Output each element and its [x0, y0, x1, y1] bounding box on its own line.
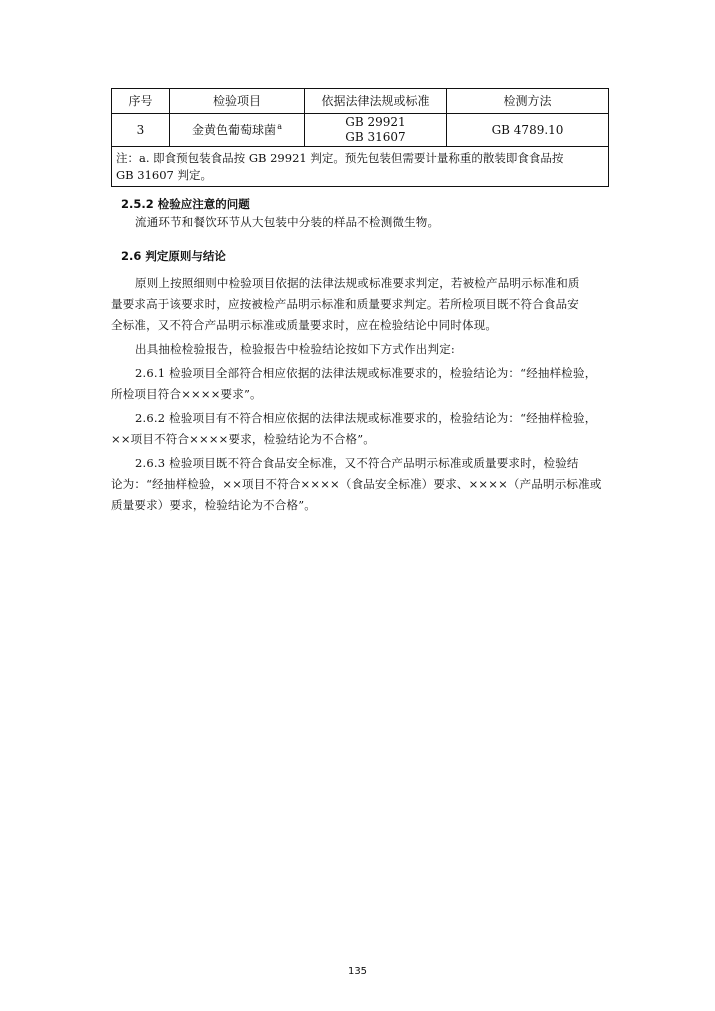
heading-2-5-2: 2.5.2 检验应注意的问题 [121, 197, 250, 211]
header-no: 序号 [112, 89, 170, 114]
cell-item [170, 114, 305, 147]
text-line: 2.6.2 检验项目有不符合相应依据的法律法规或标准要求的，检验结论为：“经抽样检验， [135, 411, 597, 425]
text-line: 流通环节和餐饮环节从大包装中分装的样品不检测微生物。 [135, 215, 440, 229]
header-method: 检测方法 [447, 89, 609, 114]
paragraph-2-5-2 [111, 212, 608, 233]
header-item: 检验项目 [170, 89, 305, 114]
text-line: 所检项目符合××××要求”。 [111, 387, 262, 401]
note-line-2: GB 31607 判定。 [116, 168, 213, 182]
cell-standard [305, 114, 447, 147]
text-line: 量要求高于该要求时，应按被检产品明示标准和质量要求判定。若所检项目既不符合食品安 [111, 297, 579, 311]
text-line: ××项目不符合××××要求，检验结论为不合格”。 [111, 432, 375, 446]
table-note-row [112, 147, 609, 187]
cell-no: 3 [112, 114, 170, 147]
cell-method: GB 4789.10 [447, 114, 609, 147]
table-row [112, 114, 609, 147]
text-line: 全标准，又不符合产品明示标准或质量要求时，应在检验结论中同时体现。 [111, 318, 498, 332]
standard-1: GB 29921 [345, 115, 406, 129]
header-standard: 依据法律法规或标准 [305, 89, 447, 114]
item-name: 金黄色葡萄球菌 [192, 122, 277, 137]
table-header-row [112, 89, 609, 114]
paragraph-2-6-1 [111, 363, 608, 405]
paragraph-report [111, 339, 608, 360]
paragraph-2-6-3 [111, 453, 608, 516]
note-line-1: 注：a. 即食预包装食品按 GB 29921 判定。预先包装但需要计量称重的散装即食食品按 [116, 151, 564, 165]
standard-2: GB 31607 [345, 130, 406, 144]
text-line: 论为：“经抽样检验，××项目不符合××××（食品安全标准）要求、××××（产品明示标准或 [111, 477, 602, 491]
paragraph-principle [111, 273, 608, 336]
text-line: 2.6.1 检验项目全部符合相应依据的法律法规或标准要求的，检验结论为：“经抽样检验， [135, 366, 597, 380]
text-line: 出具抽检检验报告，检验报告中检验结论按如下方式作出判定: [135, 342, 455, 356]
text-line: 原则上按照细则中检验项目依据的法律法规或标准要求判定，若被检产品明示标准和质 [135, 276, 580, 290]
item-footnote-mark: a [277, 121, 282, 131]
paragraph-2-6-2 [111, 408, 608, 450]
heading-2-6: 2.6 判定原则与结论 [121, 249, 226, 263]
text-line: 2.6.3 检验项目既不符合食品安全标准，又不符合产品明示标准或质量要求时，检验结 [135, 456, 579, 470]
text-line: 质量要求）要求，检验结论为不合格”。 [111, 498, 316, 512]
table-note [112, 147, 609, 187]
inspection-table [111, 88, 609, 187]
page-number: 135 [347, 966, 368, 977]
